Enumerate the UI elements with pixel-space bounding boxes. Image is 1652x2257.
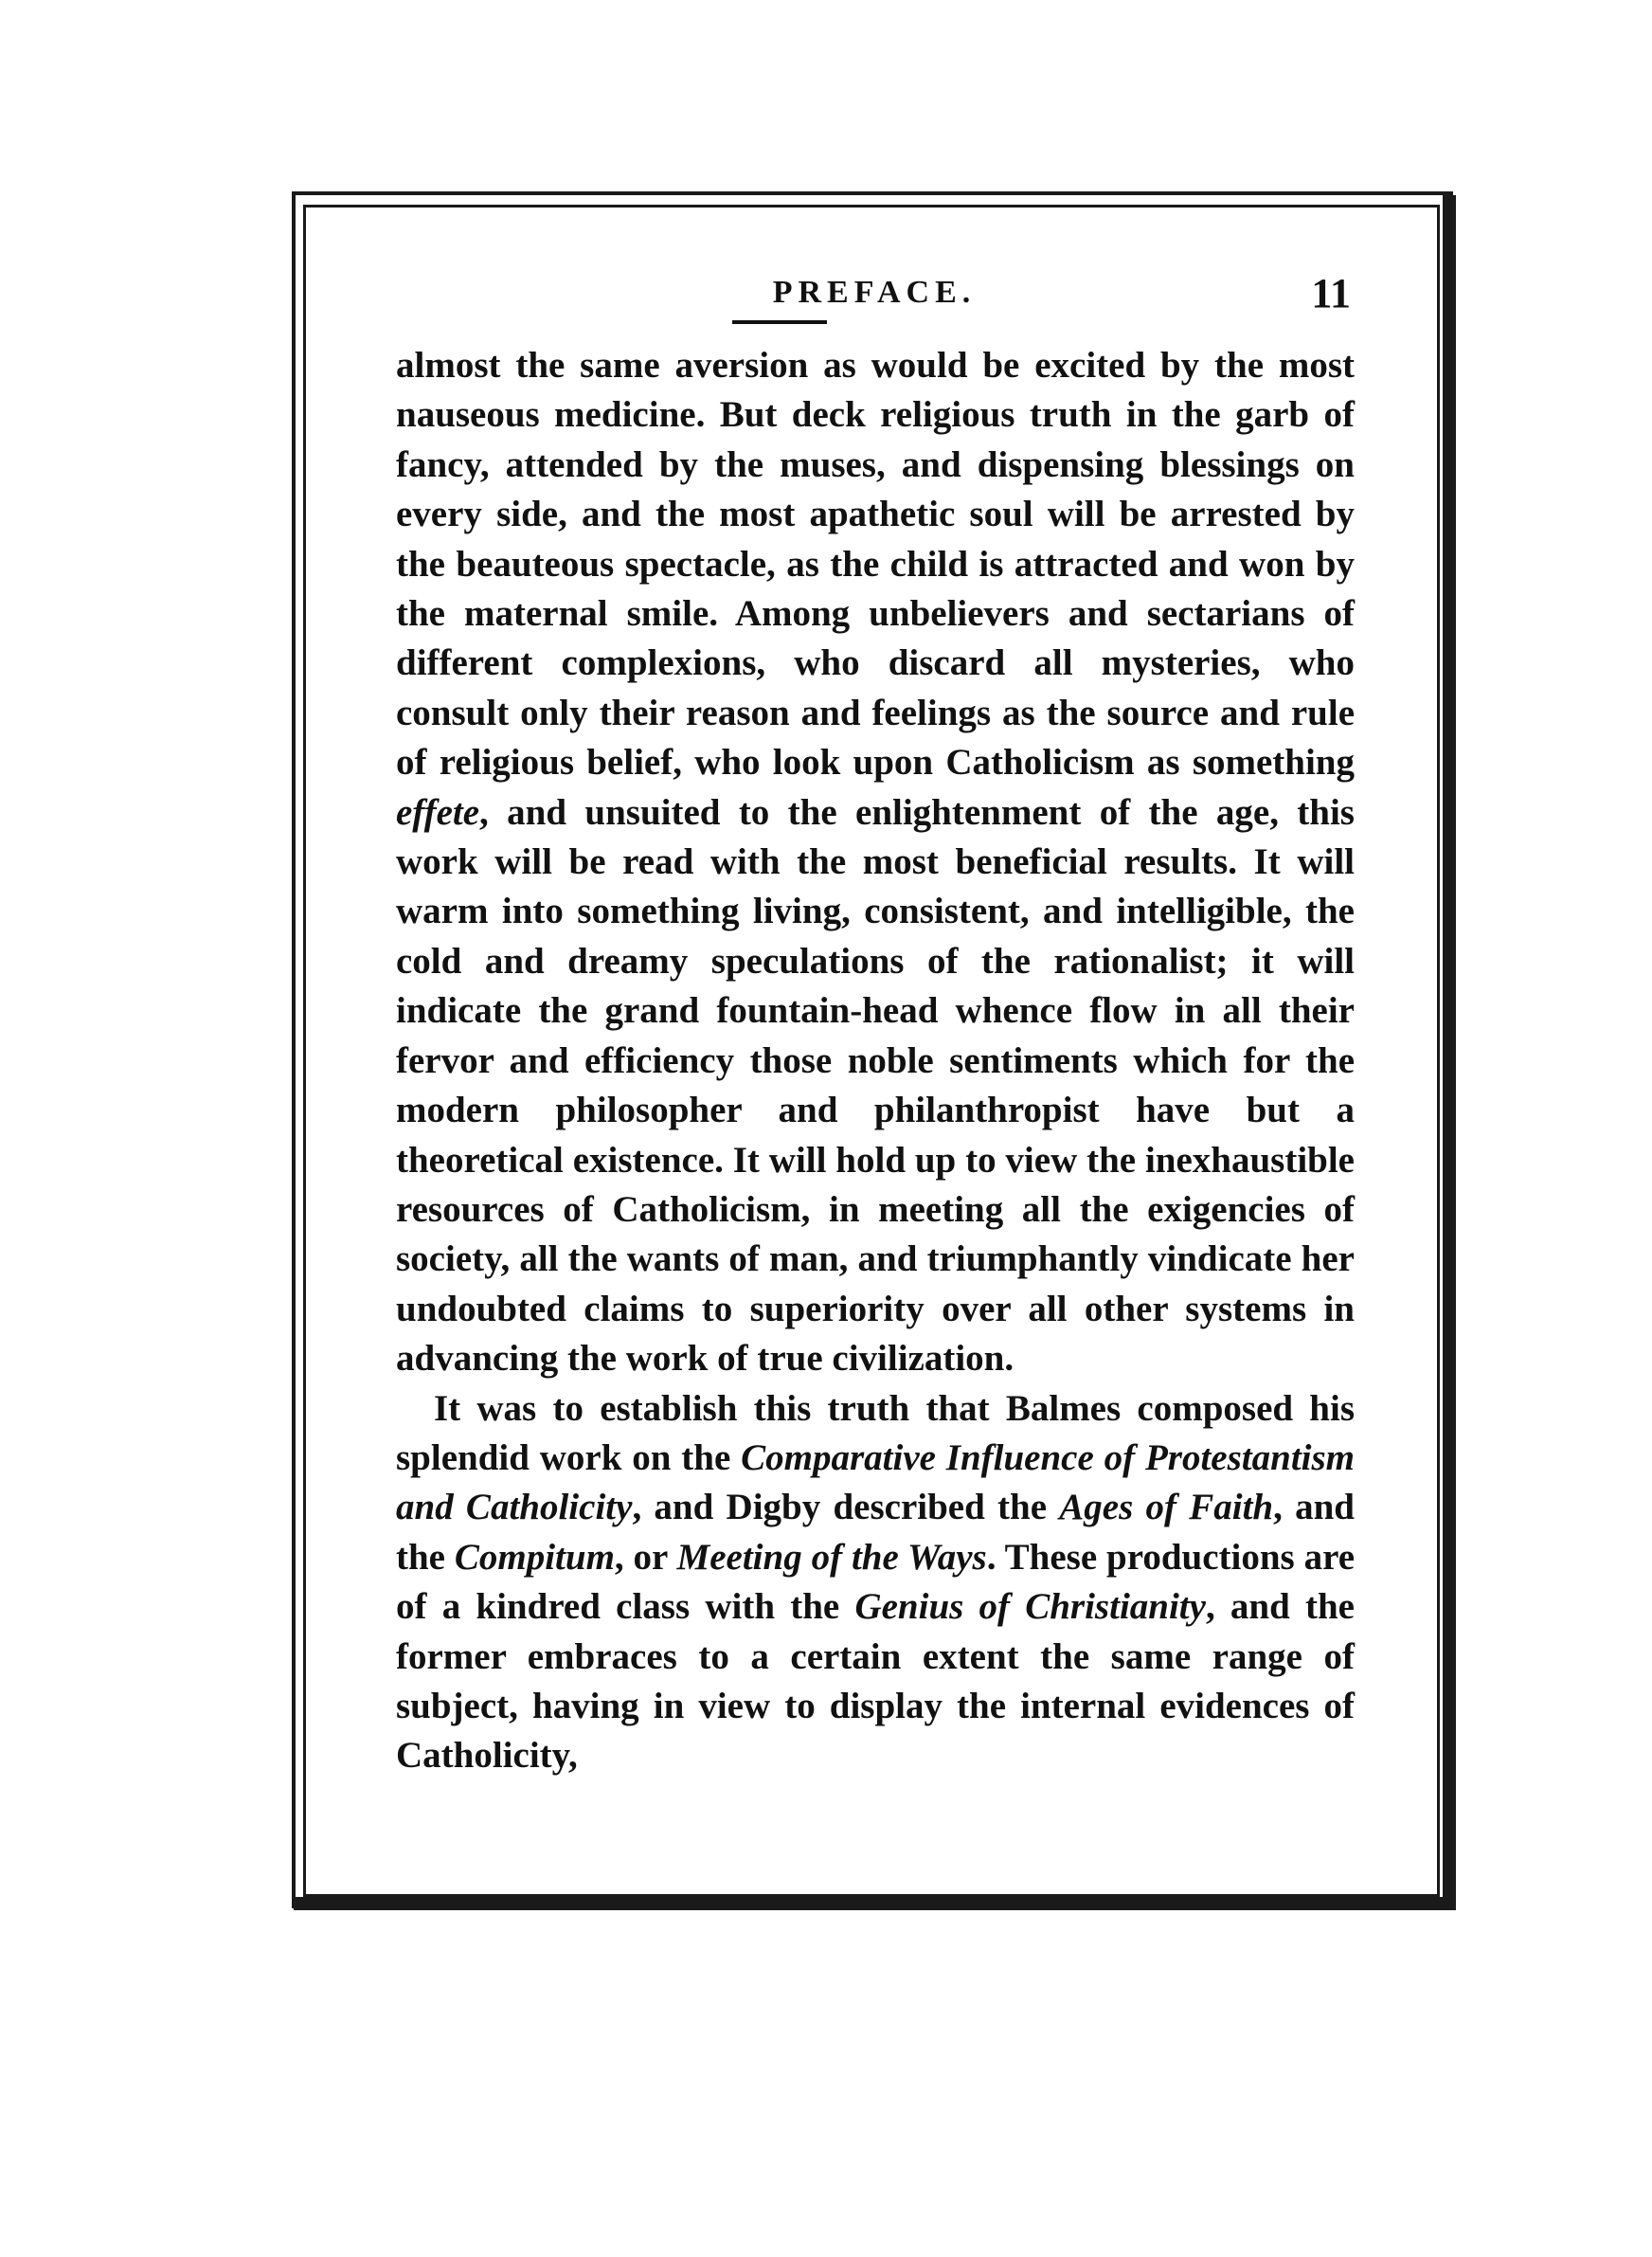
paragraph-1 <box>396 341 1355 1384</box>
page-header <box>398 270 1351 326</box>
paragraph-2 <box>396 1384 1355 1781</box>
paragraph-2-text-4: , or <box>614 1536 677 1578</box>
body-text <box>396 341 1355 1781</box>
page-border-shadow-right <box>1443 195 1456 1910</box>
paragraph-2-italic-5: Genius of Christianity <box>854 1586 1206 1628</box>
running-head: PREFACE. <box>772 275 977 310</box>
paragraph-2-text-6: , and the former embraces to a certain extent the same range of subject, having in view to display the internal evidences of Catholicity, <box>396 1586 1355 1777</box>
paragraph-2-text-2: , and Digby described the <box>632 1487 1060 1528</box>
paragraph-1-text-1: almost the same aversion as would be excited by the most nauseous medicine. But deck religious truth in the garb of fancy, attended by the muses, and dispensing blessings on every side, and the most apathetic soul will be arrested by the beauteous spectacle, as the child is attracted and won by the maternal smile. Among unbelievers and sectarians of different complexions, who discard all mysteries, who consult only their reason and feelings as the source and rule of religious belief, who look upon Catholicism as something <box>396 345 1355 784</box>
paragraph-2-italic-4: Meeting of the Ways <box>676 1536 987 1578</box>
paragraph-2-text-5: . These productions are of a kindred class with the <box>396 1536 1356 1628</box>
paragraph-2-italic-2: Ages of Faith <box>1059 1487 1274 1528</box>
paragraph-2-text-3: , and the <box>396 1487 1355 1578</box>
running-head-rule <box>732 320 827 324</box>
page-border-shadow-bottom <box>294 1897 1456 1910</box>
page-number: 11 <box>1311 270 1351 316</box>
paragraph-2-text-1: It was to establish this truth that Balmes composed his splendid work on the <box>396 1387 1355 1478</box>
paragraph-2-italic-1: Comparative Influence of Protestantism and Catholicity <box>396 1436 1356 1528</box>
paragraph-2-italic-3: Compitum <box>454 1536 615 1578</box>
paragraph-1-italic-1: effete <box>396 791 480 833</box>
paragraph-1-text-2: , and unsuited to the enlightenment of the age, this work will be read with the most beneficial results. It will warm into something living, consistent, and intelligible, the cold and dreamy speculations of the rationalist; it will indicate the grand fountain-head whence flow in all their fervor and efficiency those noble sentiments which for the modern philosopher and philanthropist have but a theoretical existence. It will hold up to view the inexhaustible resources of Catholicism, in meeting all the exigencies of society, all the wants of man, and triumphantly vindicate her undoubted claims to superiority over all other systems in advancing the work of true civilization. <box>396 791 1355 1380</box>
